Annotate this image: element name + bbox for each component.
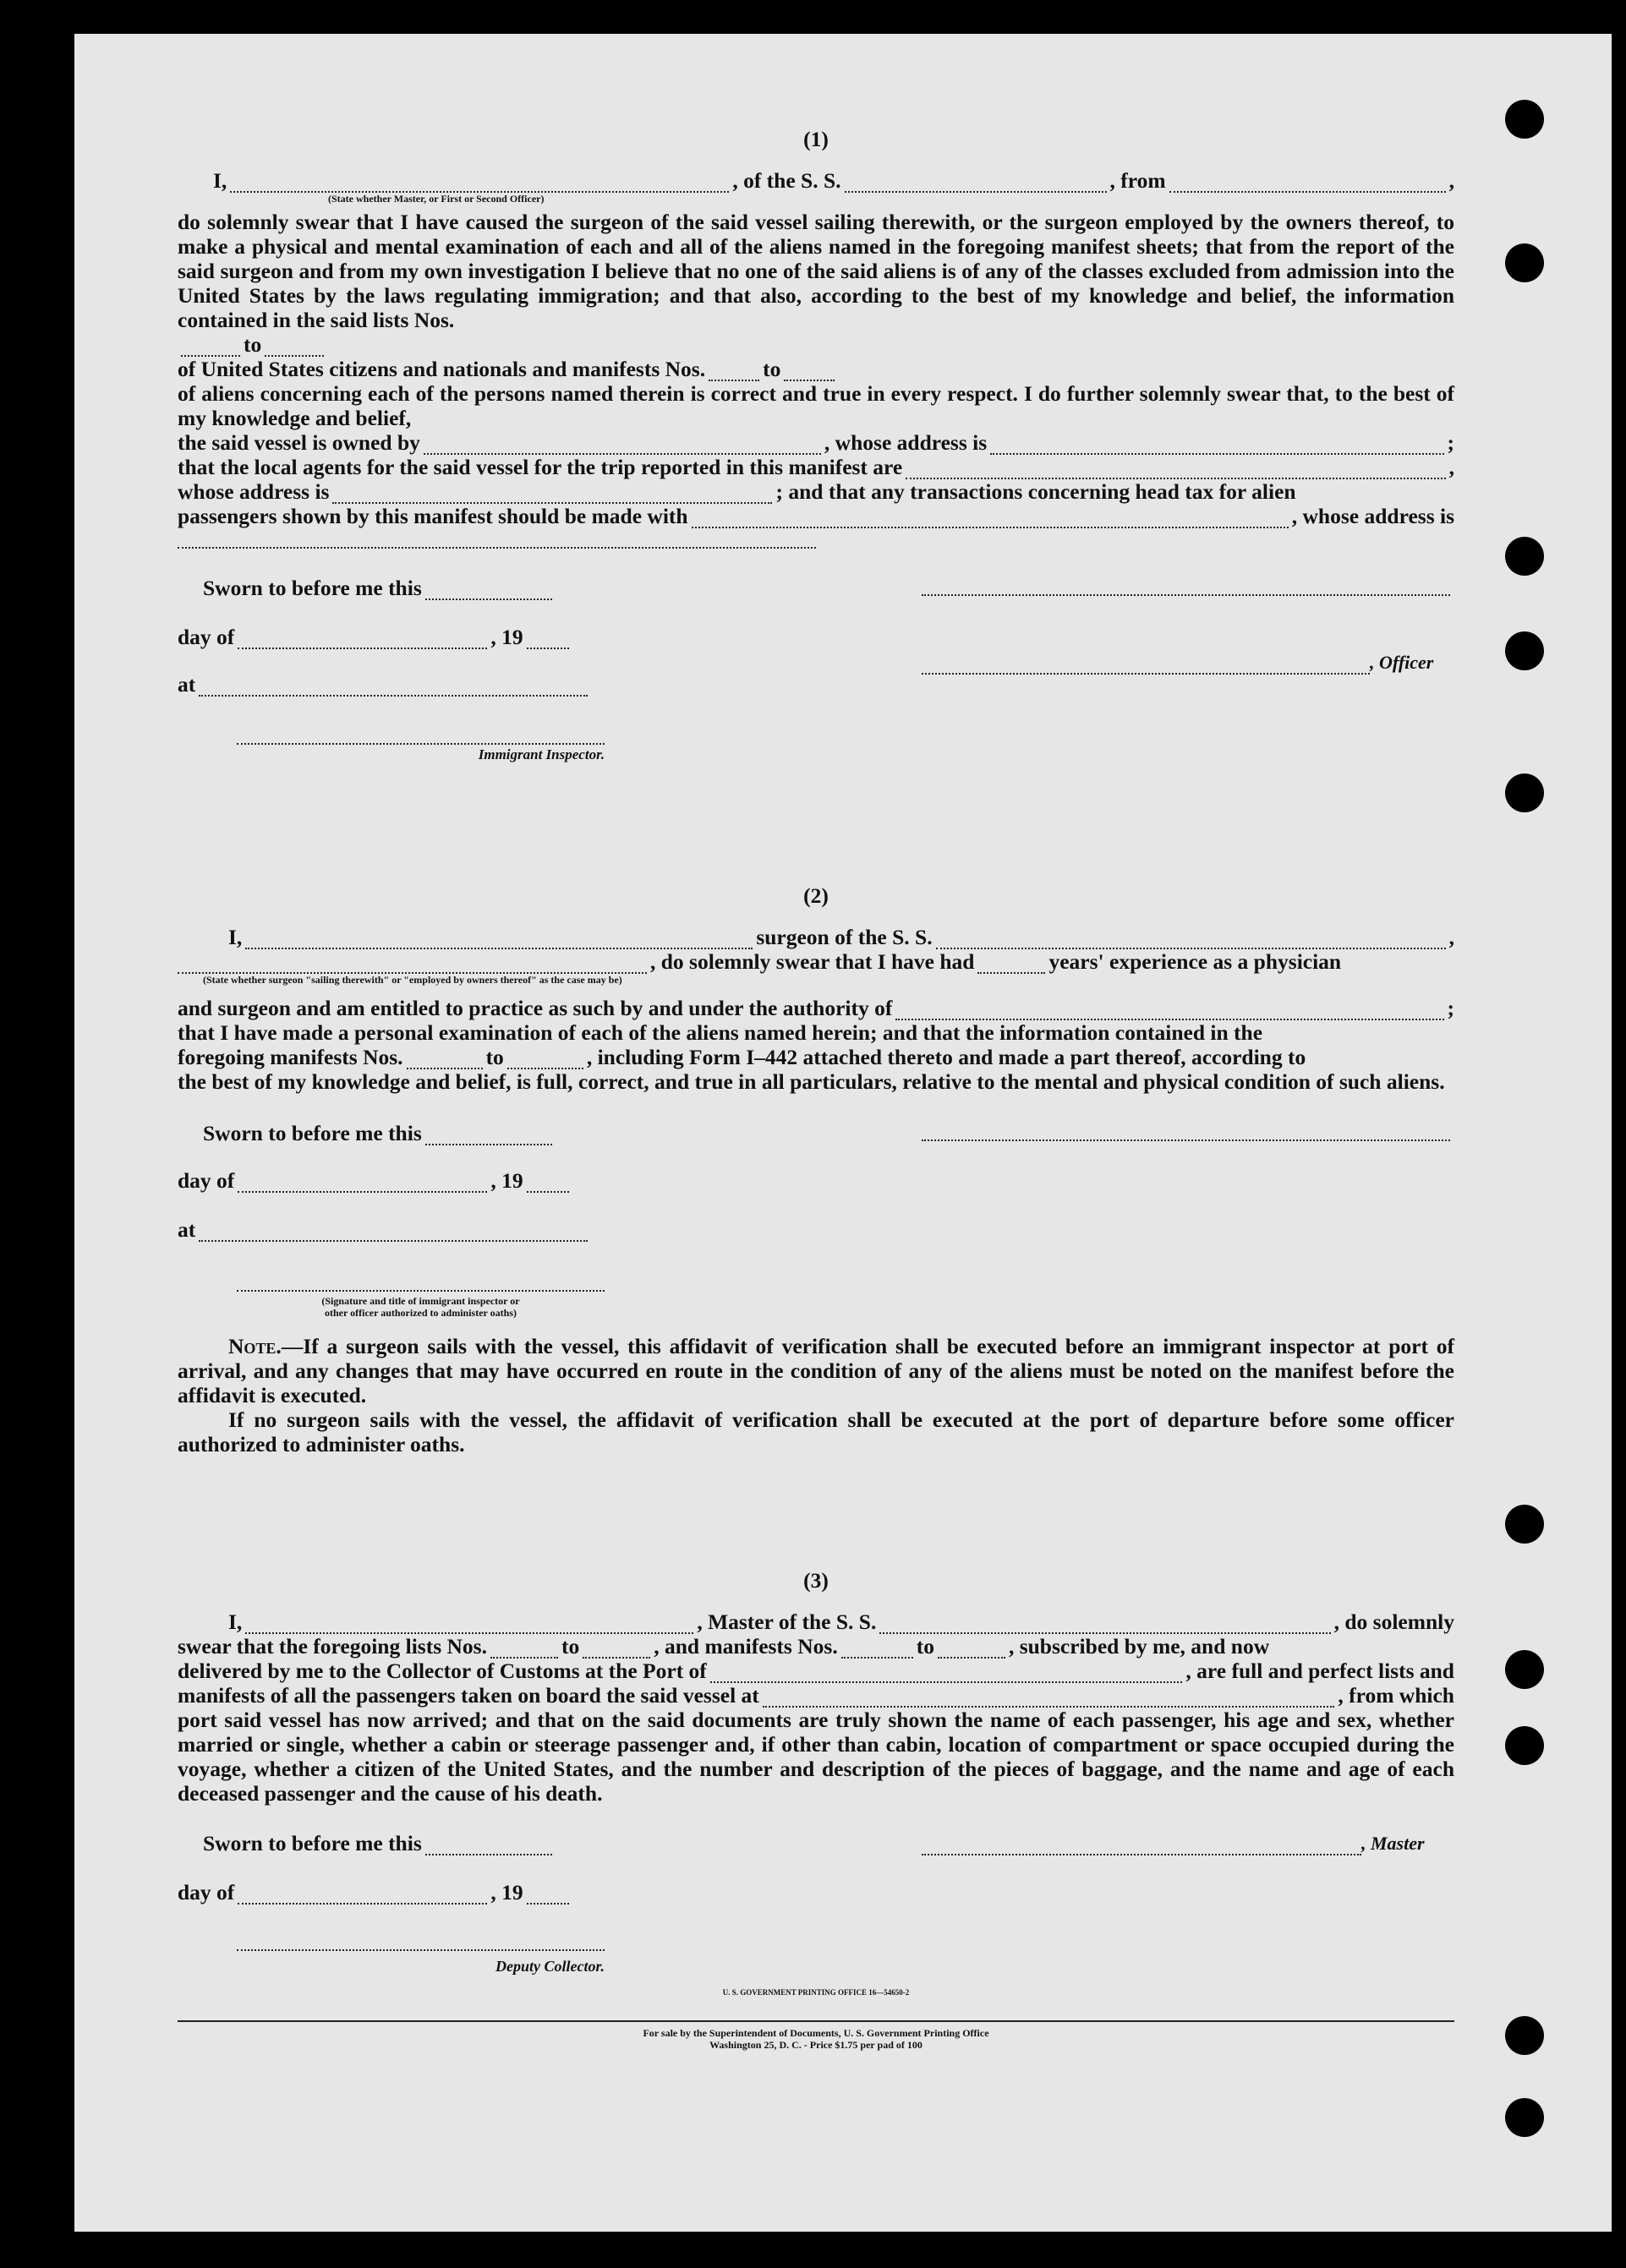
deputy-caption: Deputy Collector. xyxy=(495,1958,605,1975)
passengers-shown-text: passengers shown by this manifest should be made with xyxy=(178,504,688,528)
master-vessel-field[interactable] xyxy=(879,1614,1330,1634)
year-field[interactable] xyxy=(527,1172,569,1193)
oath-paragraph: do solemnly swear that I have caused the surgeon of the said vessel sailing therewith, or the surgeon employed by the owners thereof, to make a physical and mental examination of each and all of the aliens named in the foregoing manifest sheets; that from the report of the said surgeon and from my own investigation I believe that no one of the said aliens is of any of the classes excluded from admission into the United States by the laws regulating immigration; and that also, according to the best of my knowledge and belief, the information contained in the said lists Nos. xyxy=(178,210,1454,332)
from-label: , from xyxy=(1109,168,1166,193)
i-label: I, xyxy=(228,925,243,949)
signature-caption-1: (Signature and title of immigrant inspector or xyxy=(321,1295,520,1307)
day-of-label: day of xyxy=(178,1168,235,1193)
section-1: (1) I, , of the S. S. , from , (State whether Master, or First or Second Officer) do solemnly swear that I have caused the surgeon of the said vessel sailing therewith, or the surgeon employed by the owners thereof, to make a physical and mental examination of each and all of the aliens named in the foregoing manifest sheets; that from the report of the said surgeon and from my own investigation I believe that no one of the said aliens is of any of the classes excluded from admission into the United States by the laws regulating immigration; and that also, according to the best of my knowledge and belief, the information contained in the said lists Nos. to of United States citizens and nationals and manifests Nos. to of aliens concerning each of the persons named therein is correct and true in every respect. I do further solemnly swear that, to the best of my knowledge and belief, the said vessel is owned by , whose address is ; that the local agents for the said vessel for the trip reported in this manifest are , whose address is ; and that any transactions concerning head tax for alien passengers shown by this manifest should be made with , whose address is Sworn to before me this day of , 19 at Immigrant Inspector. , Officer xyxy=(178,127,1454,784)
affidavit-form xyxy=(178,127,1454,2051)
year-prefix: , 19 xyxy=(490,1880,523,1905)
surgeon-name-field[interactable] xyxy=(245,929,753,949)
officer-signature-field[interactable] xyxy=(922,576,1450,596)
surgeon-of-label: surgeon of the S. S. xyxy=(756,925,933,949)
inspector-caption: Immigrant Inspector. xyxy=(478,746,605,762)
head-tax-text: ; and that any transactions concerning head tax for alien xyxy=(775,479,1296,504)
manifests-all-text: manifests of all the passengers taken on board the said vessel at xyxy=(178,1683,759,1708)
year-prefix: , 19 xyxy=(490,625,523,649)
master-of-label: , Master of the S. S. xyxy=(697,1609,877,1634)
to-label: to xyxy=(763,357,781,381)
note-paragraph-2: If no surgeon sails with the vessel, the affidavit of verification shall be executed at the port of departure before some officer authorized to administer oaths. xyxy=(178,1407,1454,1456)
master-signature-field[interactable] xyxy=(922,1835,1361,1855)
sworn-label: Sworn to before me this xyxy=(203,1831,422,1855)
punch-hole xyxy=(1505,1726,1544,1765)
local-agents-field[interactable] xyxy=(906,459,1445,479)
whose-address-label: , whose address is xyxy=(824,430,988,455)
sale-line-2: Washington 25, D. C. - Price $1.75 per pad of 100 xyxy=(709,2039,922,2051)
authority-text: and surgeon and am entitled to practice as such by and under the authority of xyxy=(178,996,893,1020)
officer-caption: (State whether Master, or First or Second Officer) xyxy=(328,193,545,205)
year-field[interactable] xyxy=(527,1884,569,1905)
manifests-from-field[interactable] xyxy=(407,1049,483,1069)
sworn-label: Sworn to before me this xyxy=(203,576,422,600)
place-field[interactable] xyxy=(199,1221,588,1242)
head-tax-address-field[interactable] xyxy=(178,528,816,549)
to-label: to xyxy=(244,332,262,357)
from-which-text: , from which xyxy=(1338,1683,1454,1708)
vessel-name-field[interactable] xyxy=(845,172,1107,193)
punch-hole xyxy=(1505,243,1544,282)
note-paragraph xyxy=(178,1334,1454,1407)
officer-name-field[interactable] xyxy=(230,172,729,193)
inspector-signature-field[interactable] xyxy=(237,724,605,745)
citizens-text: of United States citizens and nationals and manifests Nos. xyxy=(178,357,706,381)
month-field[interactable] xyxy=(238,629,487,649)
punch-hole xyxy=(1505,2016,1544,2055)
officer-title-field[interactable] xyxy=(922,654,1370,675)
solemnly-text: , do solemnly swear that I have had xyxy=(650,949,975,974)
section-number: (2) xyxy=(803,883,829,908)
lists-from-field[interactable] xyxy=(490,1638,558,1659)
day-of-label: day of xyxy=(178,1880,235,1905)
punch-hole xyxy=(1505,537,1544,576)
at-label: at xyxy=(178,672,196,697)
delivered-text: delivered by me to the Collector of Customs at the Port of xyxy=(178,1659,707,1683)
authority-field[interactable] xyxy=(895,1000,1443,1020)
inspector-signature-field[interactable] xyxy=(237,1271,605,1292)
punch-hole xyxy=(1505,2098,1544,2137)
officer-label: , Officer xyxy=(1370,652,1434,673)
collector-port-field[interactable] xyxy=(710,1663,1183,1683)
punch-hole xyxy=(1505,100,1544,139)
head-tax-party-field[interactable] xyxy=(692,508,1289,528)
note-label: Note. xyxy=(228,1334,282,1358)
footer xyxy=(178,1987,1454,2051)
i-label: I, xyxy=(228,1609,243,1634)
sale-line-1: For sale by the Superintendent of Documents, U. S. Government Printing Office xyxy=(643,2027,989,2039)
port-from-field[interactable] xyxy=(1169,172,1446,193)
lists-to-field[interactable] xyxy=(583,1638,650,1659)
correctness-text: the best of my knowledge and belief, is full, correct, and true in all particulars, relative to the mental and physical condition of such aliens. xyxy=(178,1069,1445,1094)
owned-by-label: the said vessel is owned by xyxy=(178,430,420,455)
lists-to-field[interactable] xyxy=(265,336,324,357)
including-text: , including Form I–442 attached thereto and made a part thereof, according to xyxy=(586,1045,1306,1069)
of-ss-label: , of the S. S. xyxy=(732,168,841,193)
owner-address-field[interactable] xyxy=(990,434,1443,455)
gpo-imprint: U. S. GOVERNMENT PRINTING OFFICE 16—54650-2 xyxy=(722,1988,910,1997)
years-field[interactable] xyxy=(977,954,1045,974)
section-number: (1) xyxy=(803,127,829,151)
place-field[interactable] xyxy=(199,676,588,697)
oath-signature-block xyxy=(178,1102,1454,1331)
do-solemnly-label: , do solemnly xyxy=(1333,1609,1454,1634)
surgeon-caption: (State whether surgeon "sailing therewith" or "employed by owners thereof" as the case may be) xyxy=(203,974,622,986)
surgeon-vessel-field[interactable] xyxy=(936,929,1446,949)
manifests-from-field[interactable] xyxy=(841,1638,913,1659)
embarkation-port-field[interactable] xyxy=(763,1687,1335,1708)
section-2: (2) I, surgeon of the S. S. , , do solemnly swear that I have had years' experience as a physician (State whether surgeon "sailing therewith" or "employed by owners thereof" as the case may be) and surgeon and am entitled to practice as such by and under the authority of ; that I have made a personal examination of each of the aliens named herein; and that the information contained in the foregoing manifests Nos. to , including Form I–442 attached thereto and made a part thereof, according to the best of my knowledge and belief, is full, correct, and true in all particulars, relative to the mental and physical condition of such aliens. Sworn to before me this day of , 19 at (Signature and title of immigrant inspector or other officer authorized to administer oaths) Note.—If a surgeon sails with the vessel, this affidavit of verification shall be executed before an immigrant inspector at port of arrival, and any changes that may have occurred en route in the condition of any of the aliens must be noted on the manifest before the affidavit is executed. If no surgeon sails with the vessel, the affidavit of verification shall be executed at the port of departure before some officer authorized to administer oaths. xyxy=(178,883,1454,1456)
sworn-label: Sworn to before me this xyxy=(203,1121,422,1145)
manifests-to-field[interactable] xyxy=(784,361,835,381)
year-field[interactable] xyxy=(527,629,569,649)
sworn-day-field[interactable] xyxy=(425,1835,552,1855)
deputy-signature-field[interactable] xyxy=(237,1931,605,1951)
whose-address-label: whose address is xyxy=(178,479,330,504)
note-text: —If a surgeon sails with the vessel, this affidavit of verification shall be executed before an immigrant inspector at port of arrival, and any changes that may have occurred en route in the condition of any of the aliens must be noted on the manifest before the affidavit is executed. xyxy=(178,1334,1454,1407)
month-field[interactable] xyxy=(238,1884,487,1905)
surgeon-status-field[interactable] xyxy=(178,954,647,974)
lists-from-field[interactable] xyxy=(181,336,240,357)
to-label: to xyxy=(485,1045,504,1069)
master-label: , Master xyxy=(1361,1833,1425,1854)
agents-address-field[interactable] xyxy=(332,484,772,504)
punch-hole xyxy=(1505,1505,1544,1544)
signature-caption-2: other officer authorized to administer oaths) xyxy=(325,1307,517,1319)
years-text: years' experience as a physician xyxy=(1048,949,1342,974)
punch-hole xyxy=(1505,631,1544,670)
to-label: to xyxy=(916,1634,934,1659)
oath-signature-block xyxy=(178,1814,1454,1992)
master-name-field[interactable] xyxy=(245,1614,693,1634)
section-3 xyxy=(178,1568,1454,1992)
day-of-label: day of xyxy=(178,625,235,649)
oath-signature-block xyxy=(178,555,1454,784)
aliens-text: of aliens concerning each of the persons named therein is correct and true in every respect. I do further solemnly swear that, to the best of my knowledge and belief, xyxy=(178,381,1454,430)
sworn-day-field[interactable] xyxy=(425,1125,552,1145)
arrival-paragraph: port said vessel has now arrived; and that on the said documents are truly shown the name of each passenger, his age and sex, whether married or single, whether a cabin or steerage passenger and, if other than cabin, location of compartment or space occupied during the voyage, whether a citizen of the United States, and the number and description of the pieces of baggage, and the name and age of each deceased passenger and the cause of his death. xyxy=(178,1708,1454,1806)
foregoing-label: foregoing manifests Nos. xyxy=(178,1045,403,1069)
examination-text: that I have made a personal examination of each of the aliens named herein; and that the information contained in the xyxy=(178,1020,1263,1045)
month-field[interactable] xyxy=(238,1172,487,1193)
manifests-from-field[interactable] xyxy=(709,361,759,381)
surgeon-signature-field[interactable] xyxy=(922,1121,1450,1141)
manifests-to-field[interactable] xyxy=(938,1638,1005,1659)
sworn-day-field[interactable] xyxy=(425,580,552,600)
to-label: to xyxy=(561,1634,580,1659)
i-label: I, xyxy=(213,168,227,193)
and-manifests-label: , and manifests Nos. xyxy=(654,1634,838,1659)
footer-rule xyxy=(178,2020,1454,2022)
at-label: at xyxy=(178,1217,196,1242)
local-agents-label: that the local agents for the said vessel for the trip reported in this manifest are xyxy=(178,455,903,479)
subscribed-text: , subscribed by me, and now xyxy=(1008,1634,1270,1659)
whose-address-label: , whose address is xyxy=(1291,504,1454,528)
full-perfect-text: , are full and perfect lists and xyxy=(1185,1659,1454,1683)
swear-lists-label: swear that the foregoing lists Nos. xyxy=(178,1634,487,1659)
punch-hole xyxy=(1505,1650,1544,1689)
manifests-to-field[interactable] xyxy=(507,1049,583,1069)
punch-hole xyxy=(1505,773,1544,812)
section-number: (3) xyxy=(803,1568,829,1593)
year-prefix: , 19 xyxy=(490,1168,523,1193)
owner-field[interactable] xyxy=(424,434,821,455)
